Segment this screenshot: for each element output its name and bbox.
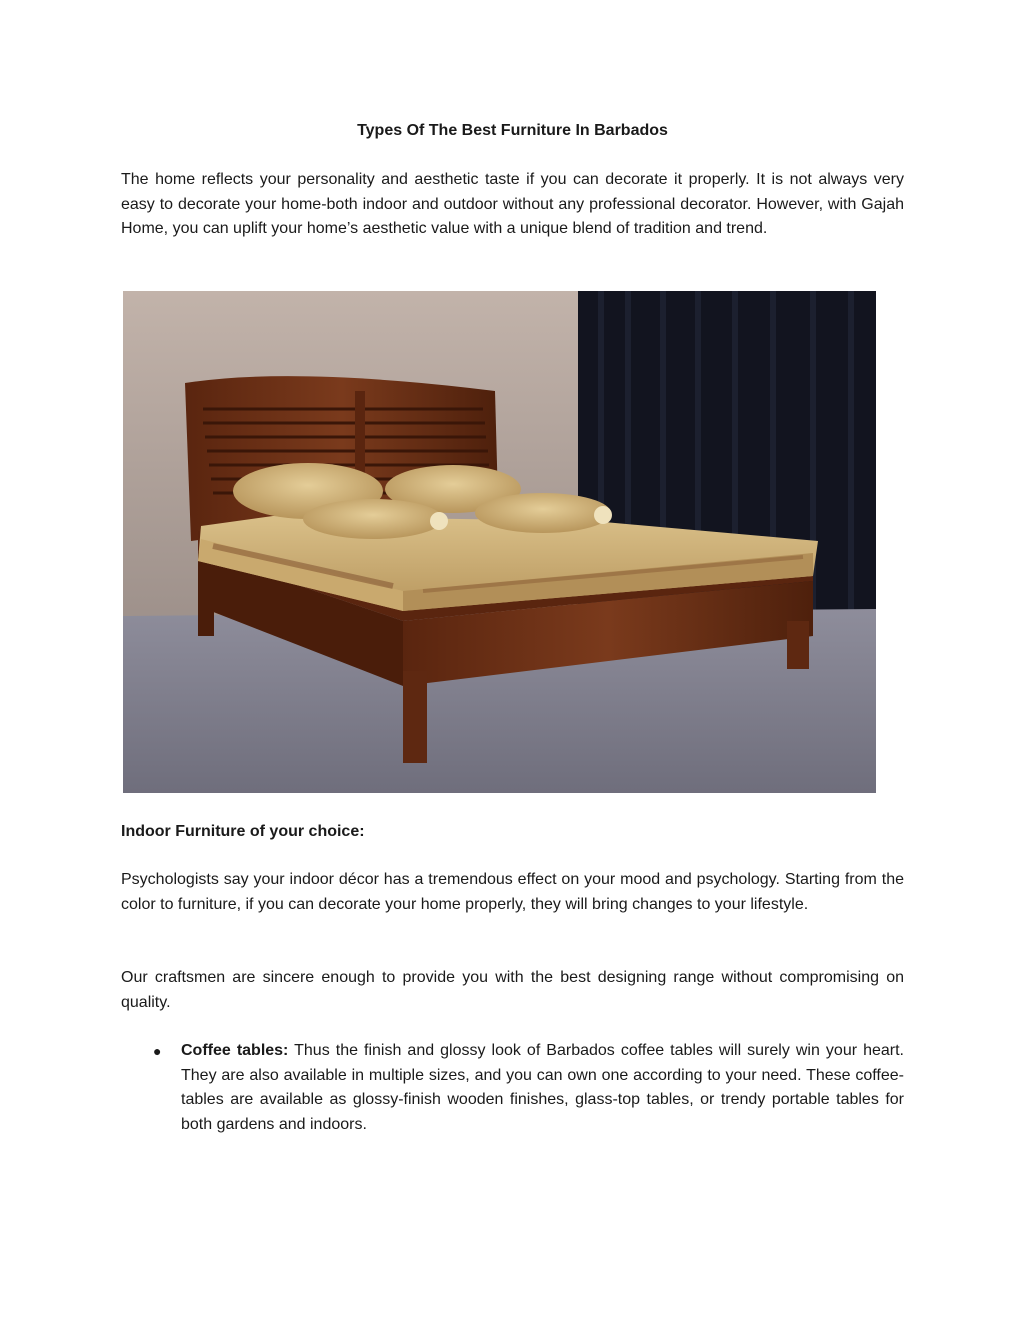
craftsmen-paragraph: Our craftsmen are sincere enough to provide you with the best designing range without compromising on quality. <box>121 969 904 1011</box>
bullet-icon: ● <box>153 1043 162 1059</box>
intro-paragraph: The home reflects your personality and aesthetic taste if you can decorate it properly. It is not always very easy to decorate your home-both indoor and outdoor without any professional decorator. However, with Gajah Home, you can uplift your home’s aesthetic value with a unique blend of tradition and trend. <box>121 171 904 237</box>
document-title: Types Of The Best Furniture In Barbados <box>357 122 668 139</box>
list-item <box>121 1039 904 1137</box>
furniture-bullet-list <box>121 1039 904 1137</box>
section-heading: Indoor Furniture of your choice: <box>121 823 365 840</box>
bullet-text: Thus the finish and glossy look of Barbados coffee tables will surely win your heart. They are also available in multiple sizes, and you can own one according to your need. These coffee-tables are available as glossy-finish wooden finishes, glass-top tables, or trendy portable tables for both gardens and indoors. <box>181 1042 904 1133</box>
bed-photo <box>123 291 876 793</box>
indoor-decor-paragraph: Psychologists say your indoor décor has a tremendous effect on your mood and psychology. Starting from the color to furniture, if you can decorate your home properly, they will bring changes to your lifestyle. <box>121 871 904 913</box>
bullet-term: Coffee tables: <box>181 1042 289 1059</box>
